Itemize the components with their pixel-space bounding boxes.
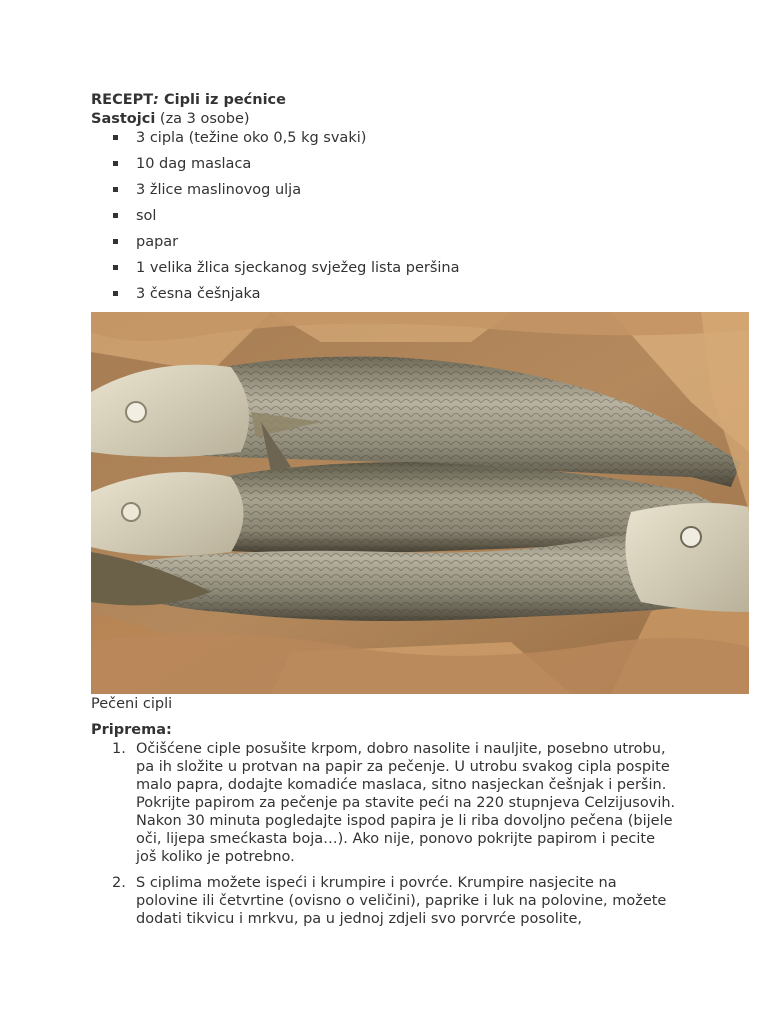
ingredient-text: 10 dag maslaca bbox=[136, 156, 252, 172]
bullet-icon bbox=[113, 187, 118, 192]
title-colon: : bbox=[153, 92, 159, 108]
step-item bbox=[91, 874, 676, 928]
ingredients-note: (za 3 osobe) bbox=[155, 111, 250, 127]
ingredient-text: 1 velika žlica sjeckanog svježeg lista peršina bbox=[136, 260, 460, 276]
ingredients-list bbox=[91, 129, 751, 311]
ingredient-item bbox=[91, 207, 751, 233]
recipe-document bbox=[91, 91, 751, 936]
title-prefix: RECEPT bbox=[91, 92, 154, 108]
preparation-steps bbox=[91, 740, 751, 928]
ingredient-item bbox=[91, 233, 751, 259]
ingredient-text: 3 česna češnjaka bbox=[136, 286, 261, 302]
preparation-heading: Priprema: bbox=[91, 722, 172, 738]
ingredient-item bbox=[91, 155, 751, 181]
ingredients-heading bbox=[91, 110, 751, 129]
bullet-icon bbox=[113, 291, 118, 296]
baked-fish-photo bbox=[91, 312, 749, 694]
bullet-icon bbox=[113, 239, 118, 244]
step-number: 1. bbox=[112, 741, 126, 757]
bullet-icon bbox=[113, 265, 118, 270]
ingredient-text: 3 cipla (težine oko 0,5 kg svaki) bbox=[136, 130, 367, 146]
bullet-icon bbox=[113, 213, 118, 218]
ingredient-text: sol bbox=[136, 208, 157, 224]
bullet-icon bbox=[113, 161, 118, 166]
photo-caption: Pečeni cipli bbox=[91, 696, 173, 712]
recipe-title bbox=[91, 91, 751, 110]
bullet-icon bbox=[113, 135, 118, 140]
step-text: Očišćene ciple posušite krpom, dobro nasolite i nauljite, posebno utrobu, pa ih složite u protvan na papir za pečenje. U utrobu svakog cipla pospite malo papra, dodajte komadiće maslaca, sitno nasjeckan češnjak i peršin. Pokrijte papirom za pečenje pa stavite peći na 220 stupnjeva Celzijusovih. Nakon 30 minuta pogledajte ispod papira je li riba dovoljno pečena (bijele oči, lijepa smećkasta boja…). Ako nije, ponovo pokrijte papirom i pecite još koliko je potrebno. bbox=[136, 741, 676, 865]
title-name: Cipli iz pećnice bbox=[158, 92, 286, 108]
ingredient-text: 3 žlice maslinovog ulja bbox=[136, 182, 302, 198]
step-number: 2. bbox=[112, 875, 126, 891]
ingredient-item bbox=[91, 259, 751, 285]
ingredient-item bbox=[91, 181, 751, 207]
step-text: S ciplima možete ispeći i krumpire i povrće. Krumpire nasjecite na polovine ili četvrtine (ovisno o veličini), paprike i luk na polovine, možete dodati tikvicu i mrkvu, pa u jednoj zdjeli svo porvrće posolite, bbox=[136, 875, 667, 927]
step-item bbox=[91, 740, 676, 866]
ingredient-item bbox=[91, 285, 751, 311]
ingredient-text: papar bbox=[136, 234, 179, 250]
ingredient-item bbox=[91, 129, 751, 155]
ingredients-label: Sastojci bbox=[91, 111, 156, 127]
